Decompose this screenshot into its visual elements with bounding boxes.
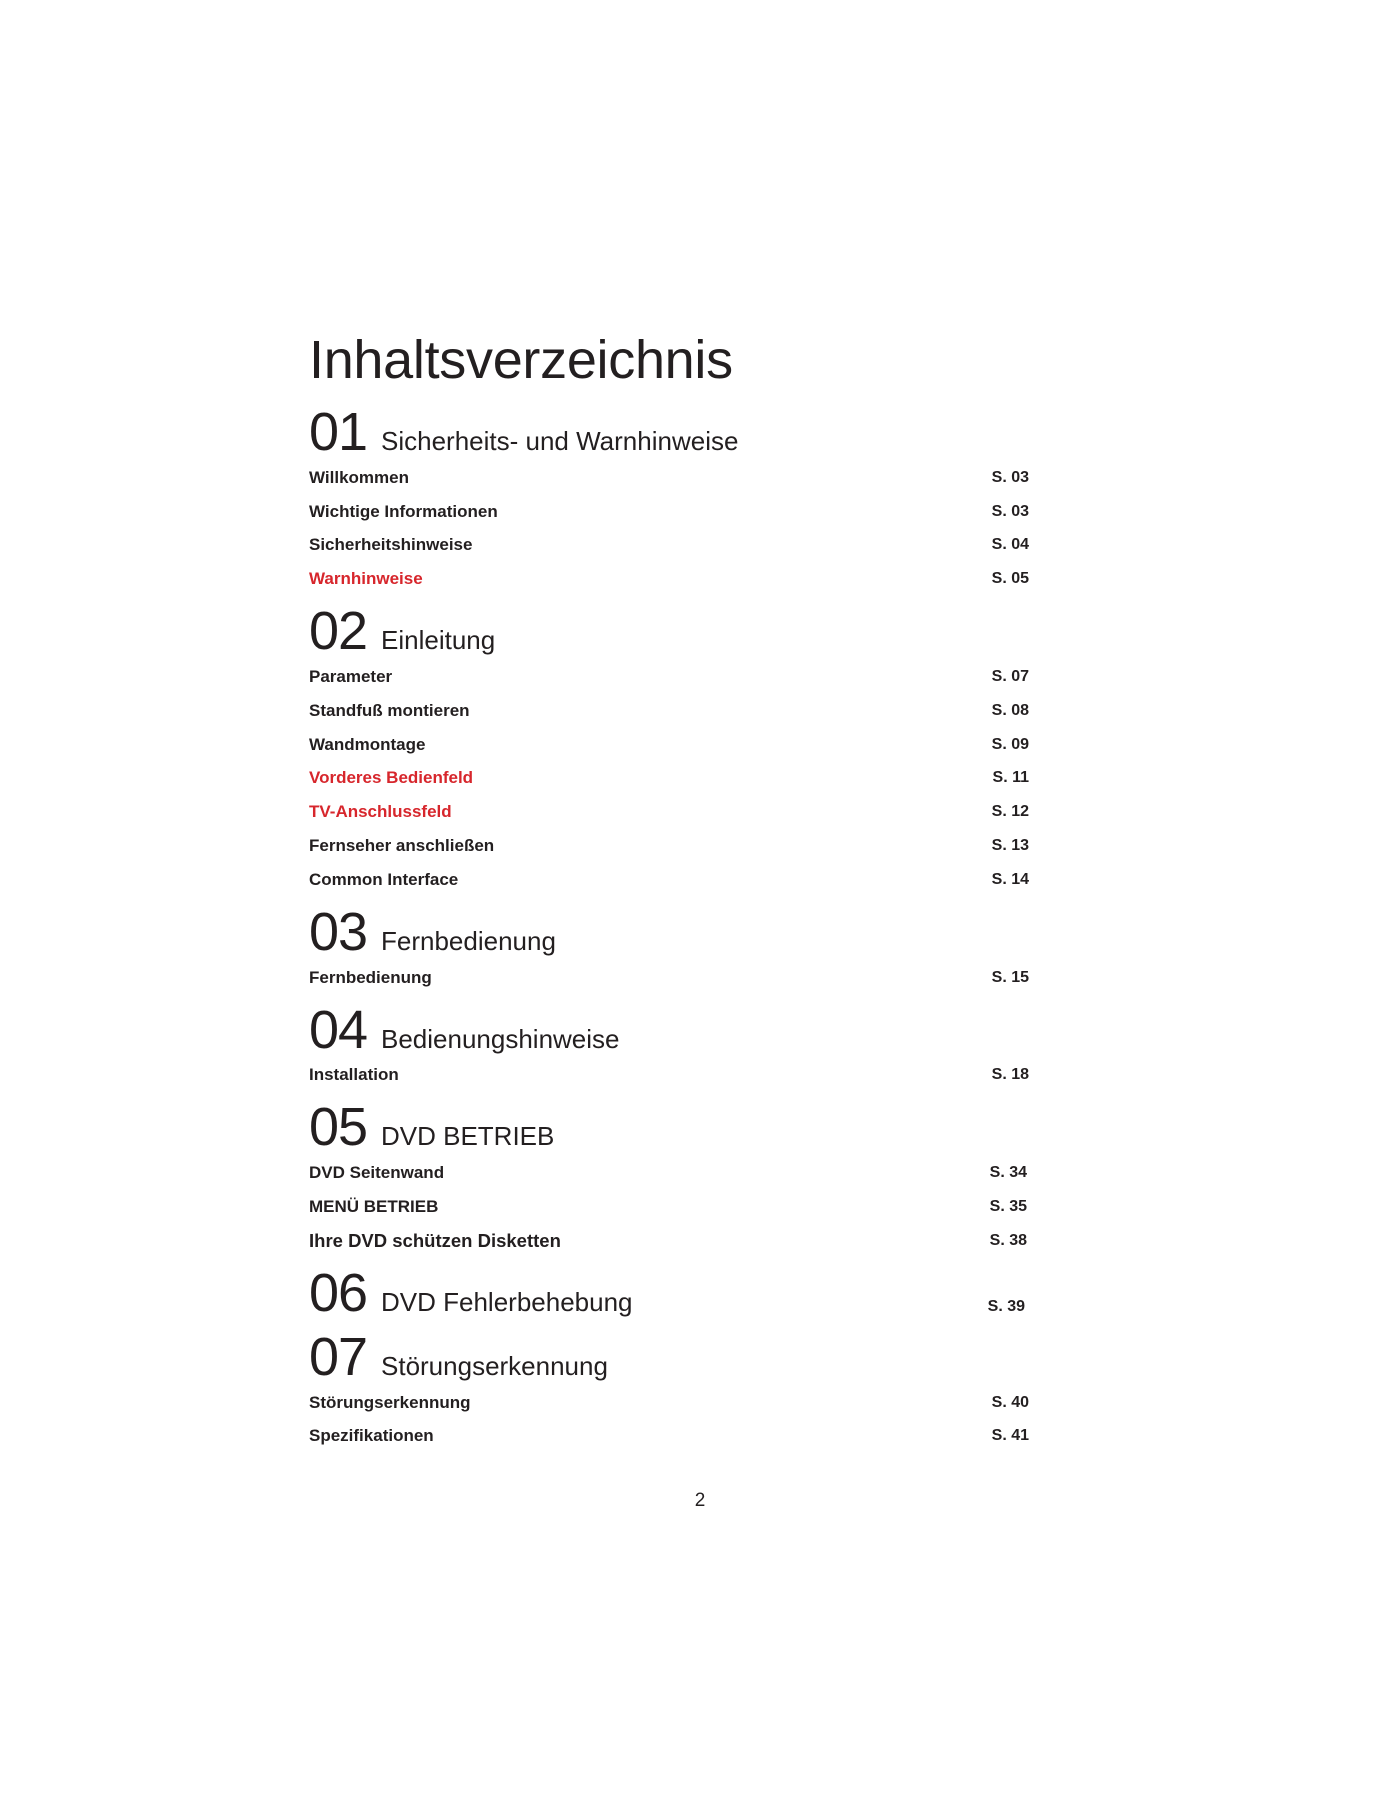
page-number: 2	[694, 1490, 706, 1511]
toc-section	[309, 596, 1029, 897]
entry-page-ref: S. 03	[991, 502, 1029, 520]
entry-label: MENÜ BETRIEB	[309, 1197, 439, 1217]
toc-entry[interactable]	[309, 660, 1029, 694]
toc-entry[interactable]	[309, 529, 1029, 563]
entry-label: Parameter	[309, 667, 393, 687]
toc-entry[interactable]	[309, 1059, 1029, 1093]
entry-label: Sicherheitshinweise	[309, 535, 473, 555]
entry-label: Vorderes Bedienfeld	[309, 768, 474, 788]
section-title: Sicherheits- und Warnhinweise	[381, 426, 739, 456]
table-of-contents	[309, 325, 1029, 1453]
section-title: Störungserkennung	[381, 1350, 608, 1381]
toc-entry[interactable]	[309, 829, 1029, 863]
entry-page-ref: S. 12	[991, 803, 1029, 821]
section-number: 04	[309, 999, 368, 1060]
entry-label: Fernbedienung	[309, 967, 432, 987]
entry-label: Warnhinweise	[309, 569, 423, 589]
toc-section	[309, 995, 1029, 1093]
section-number: 02	[309, 601, 368, 662]
section-number: 03	[309, 901, 368, 962]
entry-page-ref: S. 09	[991, 735, 1029, 753]
entry-label: Installation	[309, 1065, 399, 1085]
entry-page-ref: S. 15	[991, 968, 1029, 986]
entry-page-ref: S. 41	[991, 1427, 1029, 1445]
toc-entry[interactable]	[309, 863, 1029, 897]
section-title: Einleitung	[381, 625, 496, 656]
entry-page-ref: S. 11	[992, 769, 1029, 787]
entry-label: Störungserkennung	[309, 1392, 471, 1412]
page-title: Inhaltsverzeichnis	[309, 330, 733, 390]
section-heading[interactable]	[309, 1322, 1029, 1386]
entry-label: Ihre DVD schützen Disketten	[309, 1229, 561, 1251]
toc-entry[interactable]	[309, 1156, 1029, 1190]
entry-label: Willkommen	[309, 467, 409, 487]
entry-label: Spezifikationen	[309, 1426, 434, 1446]
section-heading[interactable]	[309, 397, 1029, 461]
entry-label: DVD Seitenwand	[309, 1163, 445, 1183]
entry-page-ref: S. 34	[989, 1164, 1027, 1182]
entry-label: Standfuß montieren	[309, 700, 470, 720]
toc-entry[interactable]	[309, 461, 1029, 495]
section-title: Fernbedienung	[381, 925, 556, 956]
section-heading[interactable]	[309, 1258, 1029, 1322]
section-page-ref: S. 39	[987, 1297, 1025, 1315]
section-number: 05	[309, 1097, 368, 1158]
section-title: DVD Fehlerbehebung	[381, 1286, 633, 1317]
section-title: DVD BETRIEB	[381, 1121, 555, 1152]
section-number: 06	[309, 1262, 368, 1323]
section-heading[interactable]	[309, 897, 1029, 961]
toc-entry[interactable]	[309, 1224, 1029, 1258]
entry-page-ref: S. 04	[991, 536, 1029, 554]
toc-section	[309, 1258, 1029, 1322]
toc-entry[interactable]	[309, 762, 1029, 796]
entry-page-ref: S. 18	[991, 1066, 1029, 1084]
toc-entry[interactable]	[309, 961, 1029, 995]
toc-entry[interactable]	[309, 1420, 1029, 1454]
entry-page-ref: S. 03	[991, 468, 1029, 486]
toc-entry[interactable]	[309, 795, 1029, 829]
toc-entry[interactable]	[309, 728, 1029, 762]
toc-section	[309, 397, 1029, 596]
toc-entry[interactable]	[309, 694, 1029, 728]
entry-page-ref: S. 38	[989, 1231, 1027, 1249]
entry-page-ref: S. 35	[989, 1198, 1027, 1216]
section-heading[interactable]	[309, 995, 1029, 1059]
section-title: Bedienungshinweise	[381, 1023, 620, 1054]
section-heading[interactable]	[309, 596, 1029, 660]
toc-entry[interactable]	[309, 562, 1029, 596]
toc-entry[interactable]	[309, 495, 1029, 529]
entry-page-ref: S. 13	[991, 837, 1029, 855]
section-heading[interactable]	[309, 1092, 1029, 1156]
toc-entry[interactable]	[309, 1386, 1029, 1420]
entry-page-ref: S. 05	[991, 570, 1029, 588]
entry-label: Common Interface	[309, 869, 459, 889]
toc-entry[interactable]	[309, 1190, 1029, 1224]
toc-section	[309, 1092, 1029, 1257]
entry-label: Wichtige Informationen	[309, 501, 498, 521]
toc-section	[309, 1322, 1029, 1454]
entry-label: TV-Anschlussfeld	[309, 802, 452, 822]
entry-page-ref: S. 07	[991, 668, 1029, 686]
entry-page-ref: S. 14	[991, 870, 1029, 888]
entry-page-ref: S. 08	[991, 701, 1029, 719]
section-number: 07	[309, 1326, 368, 1387]
section-number: 01	[309, 402, 368, 462]
entry-page-ref: S. 40	[991, 1393, 1029, 1411]
toc-section	[309, 897, 1029, 995]
entry-label: Wandmontage	[309, 734, 426, 754]
section-list	[309, 397, 1029, 1453]
entry-label: Fernseher anschließen	[309, 836, 495, 856]
